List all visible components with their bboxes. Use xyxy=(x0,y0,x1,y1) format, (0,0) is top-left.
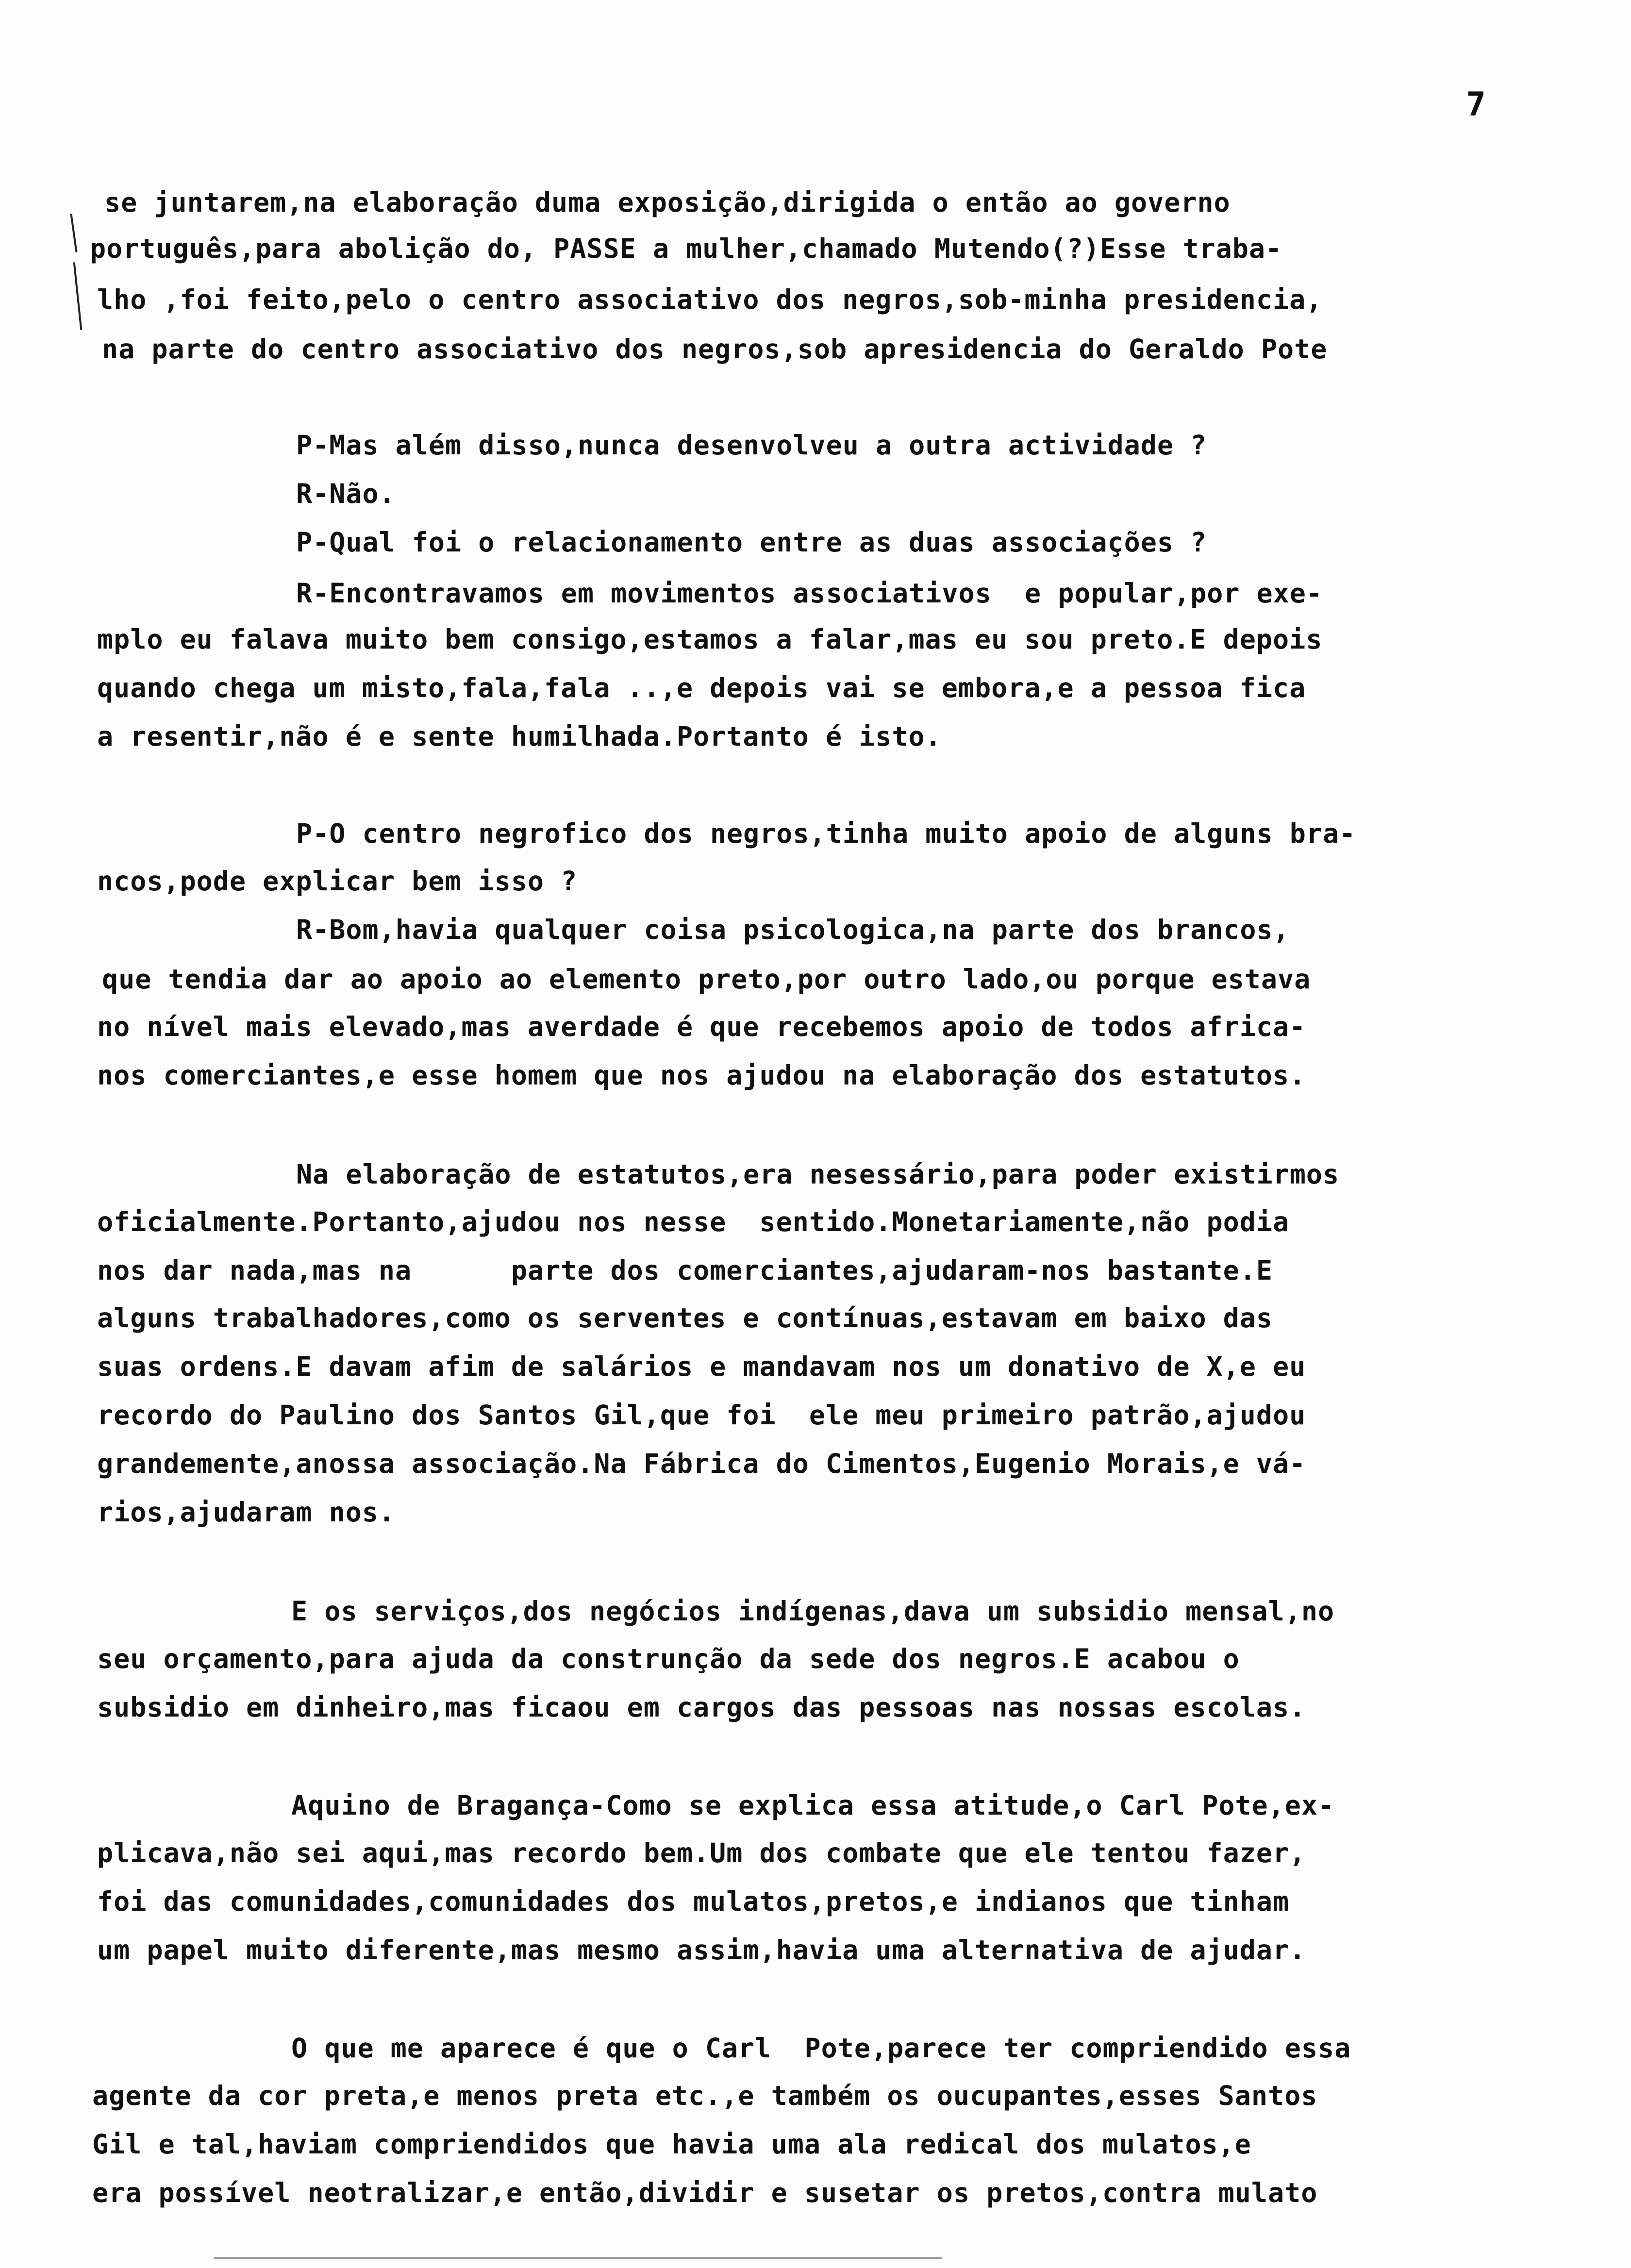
text-line: agente da cor preta,e menos preta etc.,e também os oucupantes,esses Santos xyxy=(92,2080,1318,2111)
text-line: nos comerciantes,e esse homem que nos ajudou na elaboração dos estatutos. xyxy=(97,1060,1306,1091)
text-line: Na elaboração de estatutos,era nesessário,para poder existirmos xyxy=(296,1159,1340,1190)
text-line: seu orçamento,para ajuda da construnção da sede dos negros.E acabou o xyxy=(97,1643,1240,1674)
text-line: Aquino de Bragança-Como se explica essa atitude,o Carl Pote,ex- xyxy=(291,1790,1335,1821)
text-line: rios,ajudaram nos. xyxy=(97,1497,396,1528)
text-line: se juntarem,na elaboração duma exposição,dirigida o então ao governo xyxy=(104,187,1231,218)
margin-mark xyxy=(73,262,83,330)
text-line: mplo eu falava muito bem consigo,estamos a falar,mas eu sou preto.E depois xyxy=(97,624,1323,655)
text-line: P-O centro negrofico dos negros,tinha muito apoio de alguns bra- xyxy=(296,818,1356,849)
text-line: alguns trabalhadores,como os serventes e contínuas,estavam em baixo das xyxy=(97,1302,1273,1334)
text-line: oficialmente.Portanto,ajudou nos nesse sentido.Monetariamente,não podia xyxy=(97,1206,1290,1237)
text-line: plicava,não sei aqui,mas recordo bem.Um dos combate que ele tentou fazer, xyxy=(97,1837,1306,1868)
text-line: subsidio em dinheiro,mas ficaou em cargos das pessoas nas nossas escolas. xyxy=(97,1692,1306,1723)
text-line: nos dar nada,mas na parte dos comerciantes,ajudaram-nos bastante.E xyxy=(97,1255,1273,1286)
text-line: P-Mas além disso,nunca desenvolveu a outra actividade ? xyxy=(296,430,1207,461)
text-line: foi das comunidades,comunidades dos mulatos,pretos,e indianos que tinham xyxy=(97,1886,1290,1917)
text-line: que tendia dar ao apoio ao elemento preto,por outro lado,ou porque estava xyxy=(102,964,1311,995)
text-line: suas ordens.E davam afim de salários e mandavam nos um donativo de X,e eu xyxy=(97,1351,1306,1382)
text-line: P-Qual foi o relacionamento entre as duas associações ? xyxy=(296,527,1207,558)
margin-mark xyxy=(70,214,77,252)
text-line: era possível neotralizar,e então,dividir e susetar os pretos,contra mulato xyxy=(92,2177,1318,2208)
text-line: na parte do centro associativo dos negros,sob apresidencia do Geraldo Pote xyxy=(102,334,1328,365)
text-line: português,para abolição do, PASSE a mulher,chamado Mutendo(?)Esse traba- xyxy=(90,233,1282,264)
text-line: R-Bom,havia qualquer coisa psicologica,na parte dos brancos, xyxy=(296,914,1290,945)
text-line: a resentir,não é e sente humilhada.Portanto é isto. xyxy=(97,721,942,752)
page-number: 7 xyxy=(1466,85,1486,124)
text-line: O que me aparece é que o Carl Pote,parece ter compriendido essa xyxy=(291,2033,1351,2064)
text-line: E os serviços,dos negócios indígenas,dava um subsidio mensal,no xyxy=(291,1596,1335,1627)
text-line: ncos,pode explicar bem isso ? xyxy=(97,866,578,897)
text-line: Gil e tal,haviam compriendidos que havia uma ala redical dos mulatos,e xyxy=(92,2129,1251,2160)
text-line: um papel muito diferente,mas mesmo assim,havia uma alternativa de ajudar. xyxy=(97,1934,1306,1966)
text-line: R-Não. xyxy=(296,478,396,509)
text-line: recordo do Paulino dos Santos Gil,que foi ele meu primeiro patrão,ajudou xyxy=(97,1400,1306,1431)
text-line: lho ,foi feito,pelo o centro associativo dos negros,sob-minha presidencia, xyxy=(97,284,1323,315)
text-line: grandemente,anossa associação.Na Fábrica do Cimentos,Eugenio Morais,e vá- xyxy=(97,1448,1306,1479)
bottom-rule xyxy=(214,2257,942,2259)
text-line: R-Encontravamos em movimentos associativos e popular,por exe- xyxy=(296,578,1323,609)
text-line: quando chega um misto,fala,fala ..,e depois vai se embora,e a pessoa fica xyxy=(97,672,1306,703)
text-line: no nível mais elevado,mas averdade é que recebemos apoio de todos africa- xyxy=(97,1011,1306,1042)
